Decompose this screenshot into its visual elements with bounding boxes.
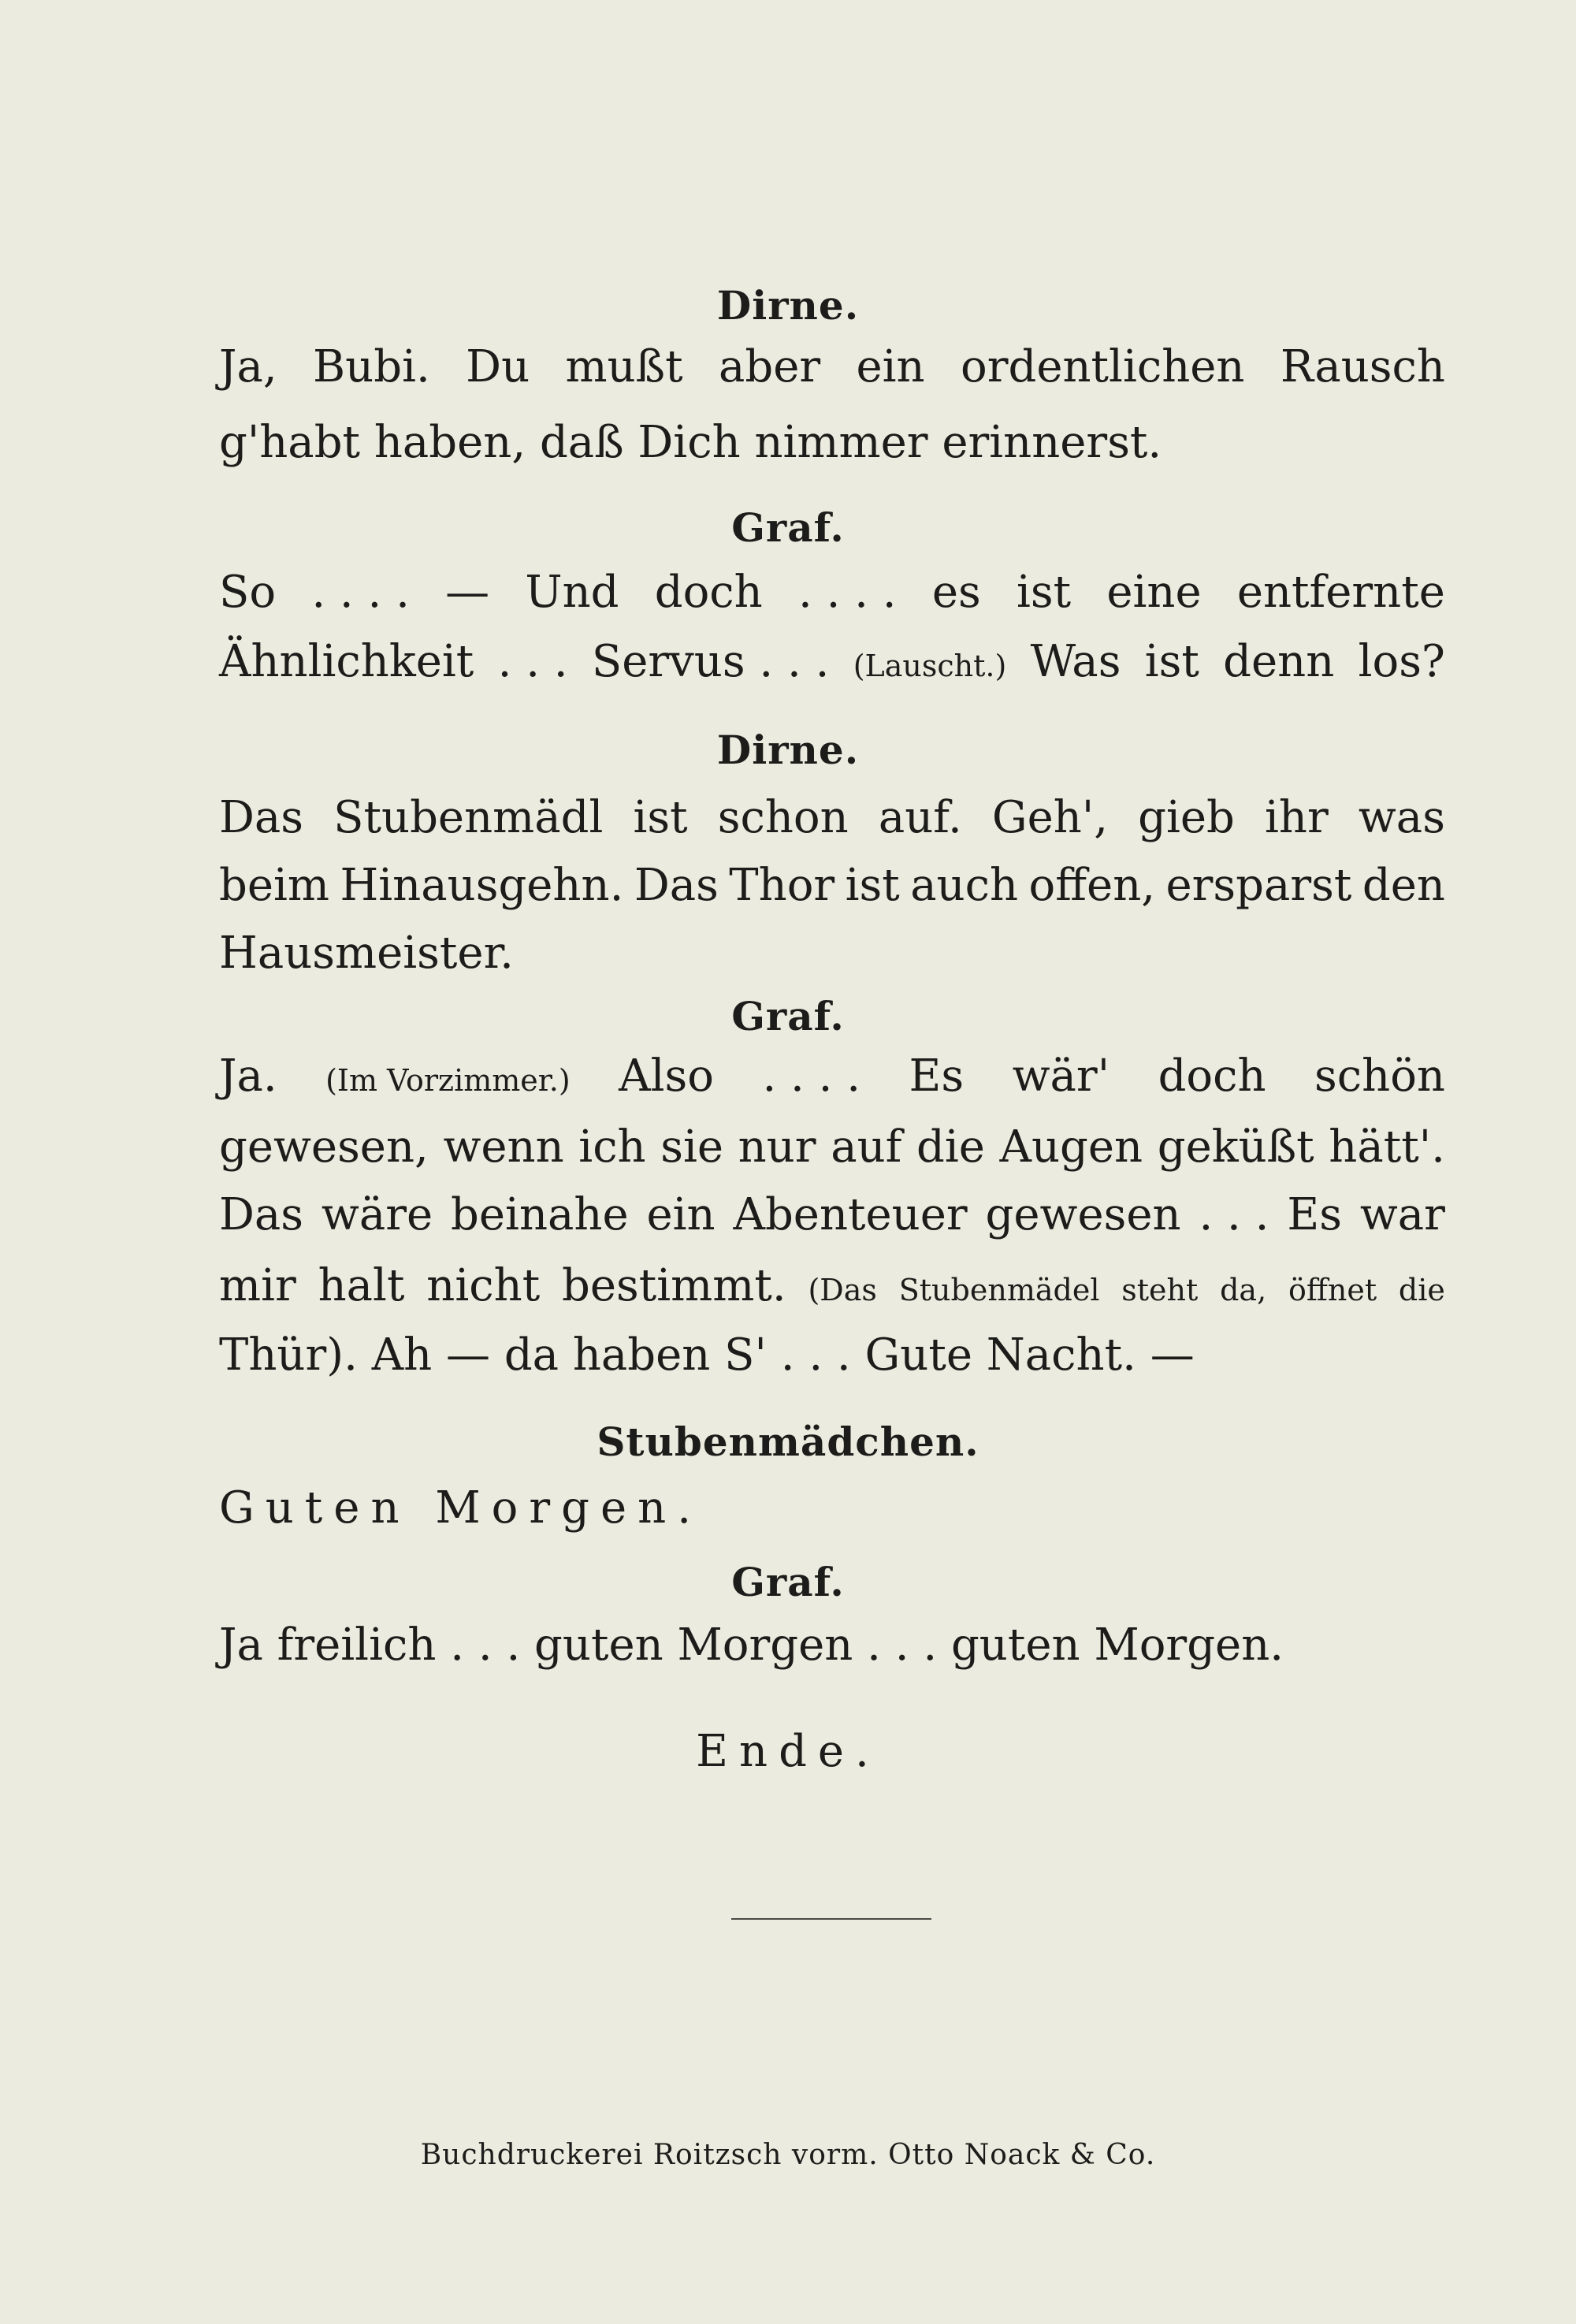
text-line [219, 1260, 1445, 1311]
word: Servus . . . [591, 636, 830, 687]
word: beim [219, 860, 329, 911]
word: Du [466, 341, 530, 392]
word: doch [654, 567, 763, 618]
word: . . . . [797, 567, 897, 618]
end-marker: Ende. [696, 1726, 880, 1777]
stage-direction: (Lauscht.) [853, 649, 1007, 683]
speaker-heading: Stubenmädchen. [597, 1419, 979, 1465]
word: war [1359, 1189, 1445, 1240]
word: wäre [321, 1189, 433, 1240]
word: Und [525, 567, 619, 618]
word: nicht [426, 1260, 541, 1311]
word: die [916, 1121, 985, 1173]
text-line [219, 792, 1445, 843]
word: mußt [565, 341, 683, 392]
word: — [445, 567, 490, 618]
text-line: Hausmeister. [219, 928, 514, 979]
word: offen, [1028, 860, 1156, 911]
word: hätt'. [1329, 1121, 1445, 1173]
speaker-heading: Graf. [731, 1559, 845, 1605]
text-line [219, 567, 1445, 618]
word: Das [634, 860, 719, 911]
word: Das [219, 792, 304, 843]
word: . . . [1199, 1189, 1269, 1240]
word: ich [578, 1121, 646, 1173]
word: Also [619, 1050, 714, 1102]
text-line: g'habt haben, daß Dich nimmer erinnerst. [219, 417, 1162, 468]
word: auf [831, 1121, 902, 1173]
word: wär' [1012, 1050, 1110, 1102]
word: ordentlichen [961, 341, 1245, 392]
word: Hinausgehn. [340, 860, 624, 911]
word: entfernte [1236, 567, 1445, 618]
word: Ähnlichkeit [219, 636, 474, 687]
word: Es [909, 1050, 965, 1102]
word: ein [856, 341, 925, 392]
word: denn [1223, 636, 1335, 687]
word: Abenteuer [733, 1189, 968, 1240]
stage-direction: da, [1220, 1273, 1267, 1307]
word: gieb [1138, 792, 1235, 843]
word: sie [660, 1121, 724, 1173]
word: was [1358, 792, 1445, 843]
word: bestimmt. [562, 1260, 786, 1311]
text-line [219, 1050, 1445, 1102]
text-line [219, 1121, 1445, 1173]
word: Rausch [1280, 341, 1445, 392]
word: gewesen, [219, 1121, 429, 1173]
word: Es [1287, 1189, 1342, 1240]
text-line [219, 636, 1445, 687]
text-line: Ja freilich . . . guten Morgen . . . guten Morgen. [219, 1619, 1284, 1671]
word: nur [738, 1121, 816, 1173]
word: . . . . [311, 567, 410, 618]
word: den [1362, 860, 1445, 911]
word: Ja, [219, 341, 277, 392]
word: schon [717, 792, 849, 843]
word: ist [845, 860, 900, 911]
printer-imprint: Buchdruckerei Roitzsch vorm. Otto Noack & Co. [420, 2139, 1156, 2171]
word: los? [1358, 636, 1445, 687]
word: halt [318, 1260, 405, 1311]
speaker-heading: Graf. [731, 504, 845, 551]
word: ein [646, 1189, 716, 1240]
text-line: Guten Morgen. [219, 1482, 702, 1534]
word: ersparst [1165, 860, 1352, 911]
text-line [219, 1189, 1445, 1240]
word: doch [1158, 1050, 1266, 1102]
word: So [219, 567, 277, 618]
word: ist [1016, 567, 1072, 618]
word: Stubenmädl [333, 792, 604, 843]
word: ist [1144, 636, 1199, 687]
word: ihr [1265, 792, 1329, 843]
text-line [219, 341, 1445, 392]
stage-direction: öffnet [1288, 1273, 1377, 1307]
word: Ja. [219, 1050, 277, 1102]
stage-direction: steht [1121, 1273, 1199, 1307]
stage-direction: (Das [808, 1273, 877, 1307]
word: Bubi. [313, 341, 430, 392]
word: mir [219, 1260, 296, 1311]
speaker-heading: Dirne. [716, 727, 860, 773]
word: Das [219, 1189, 304, 1240]
word: es [931, 567, 981, 618]
text-line [219, 860, 1445, 911]
word: auf. [878, 792, 962, 843]
word: wenn [443, 1121, 564, 1173]
word: schön [1314, 1050, 1445, 1102]
speaker-heading: Graf. [731, 993, 845, 1039]
word: Geh', [991, 792, 1109, 843]
word: . . . . [762, 1050, 861, 1102]
text-line: Thür). Ah — da haben S' . . . Gute Nacht. — [219, 1329, 1195, 1381]
word: ist [633, 792, 688, 843]
speaker-heading: Dirne. [716, 282, 860, 329]
stage-direction: (Im Vorzimmer.) [325, 1063, 571, 1098]
word: Thor [729, 860, 835, 911]
word: Was [1030, 636, 1121, 687]
word: . . . [497, 636, 568, 687]
word: auch [910, 860, 1019, 911]
word: eine [1106, 567, 1202, 618]
stage-direction: die [1398, 1273, 1445, 1307]
word: geküßt [1157, 1121, 1314, 1173]
word: beinahe [451, 1189, 629, 1240]
word: aber [718, 341, 821, 392]
divider-rule [731, 1918, 931, 1920]
stage-direction: Stubenmädel [898, 1273, 1100, 1307]
word: Augen [999, 1121, 1143, 1173]
word: gewesen [985, 1189, 1181, 1240]
